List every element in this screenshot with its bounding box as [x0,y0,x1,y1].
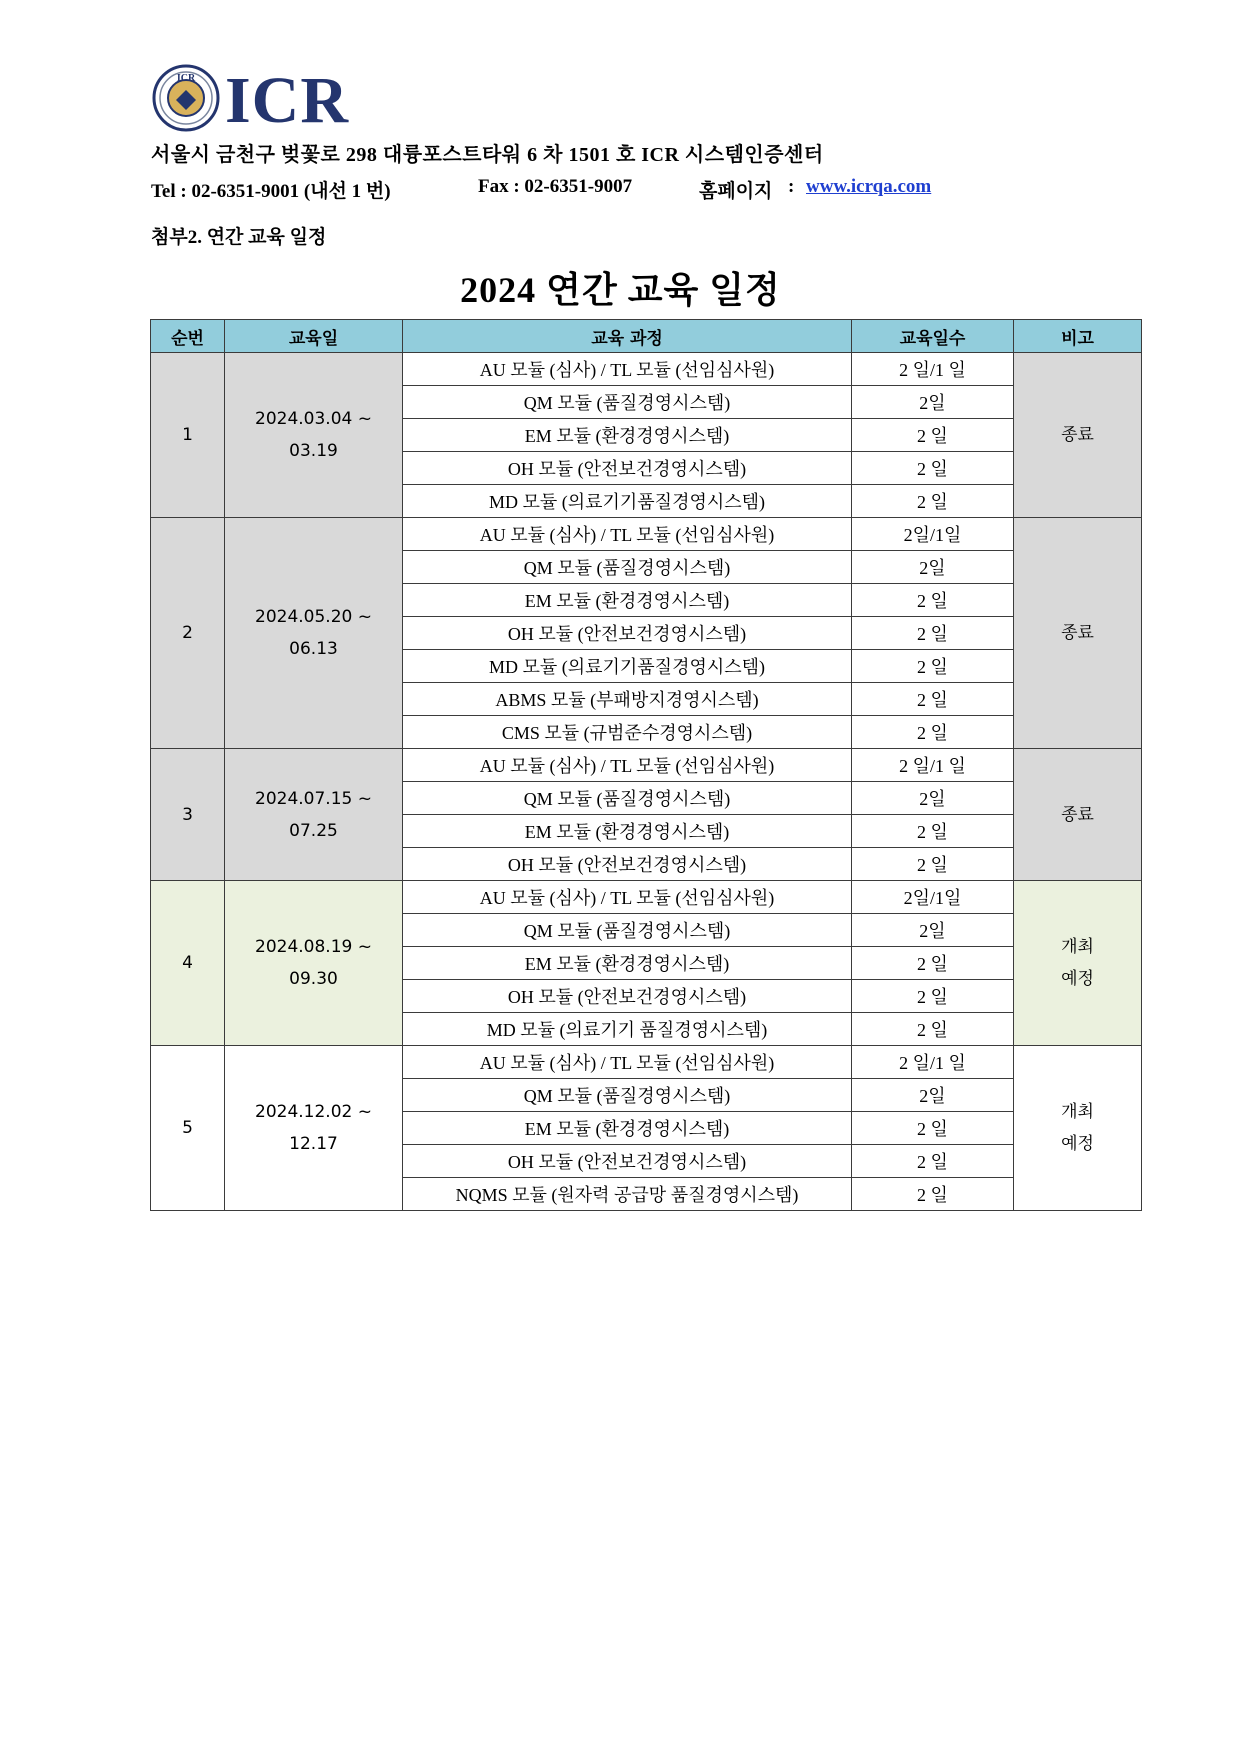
header-days: 교육일수 [852,320,1014,353]
status-line-1: 개최 [1061,937,1094,957]
course-days: 2 일 [852,947,1014,980]
session-number: 1 [151,353,225,518]
course-name: QM 모듈 (품질경영시스템) [403,782,852,815]
course-name: OH 모듈 (안전보건경영시스템) [403,617,852,650]
course-days: 2 일 [852,1013,1014,1046]
course-days: 2 일 [852,716,1014,749]
session-date-end: 09.30 [289,969,338,989]
status-line-1: 종료 [1061,623,1094,643]
course-days: 2 일 [852,419,1014,452]
course-name: AU 모듈 (심사) / TL 모듈 (선임심사원) [403,1046,852,1079]
status-line-2: 예정 [1061,1134,1094,1154]
session-date-end: 12.17 [289,1134,338,1154]
course-days: 2 일/1 일 [852,1046,1014,1079]
course-name: QM 모듈 (품질경영시스템) [403,914,852,947]
tel-text: Tel : 02-6351-9001 (내선 1 번) [151,181,391,202]
session-status [1014,881,1142,1046]
course-name: QM 모듈 (품질경영시스템) [403,1079,852,1112]
course-name: QM 모듈 (품질경영시스템) [403,386,852,419]
course-name: OH 모듈 (안전보건경영시스템) [403,848,852,881]
session-number: 4 [151,881,225,1046]
table-row [151,518,1142,551]
homepage-separator: : [788,176,795,197]
course-name: ABMS 모듈 (부패방지경영시스템) [403,683,852,716]
status-line-1: 개최 [1061,1102,1094,1122]
course-name: OH 모듈 (안전보건경영시스템) [403,1145,852,1178]
course-days: 2일 [852,782,1014,815]
course-days: 2일 [852,1079,1014,1112]
homepage-label: 홈페이지 [699,181,773,202]
course-name: NQMS 모듈 (원자력 공급망 품질경영시스템) [403,1178,852,1211]
session-dates [225,518,403,749]
fax-text: Fax : 02-6351-9007 [478,176,633,197]
page-title: 2024 연간 교육 일정 [460,270,781,310]
table-row [151,353,1142,386]
course-days: 2 일 [852,617,1014,650]
session-dates [225,749,403,881]
session-number: 2 [151,518,225,749]
status-line-1: 종료 [1061,425,1094,445]
course-days: 2 일 [852,683,1014,716]
icr-seal-icon [152,64,220,132]
course-days: 2 일 [852,1145,1014,1178]
course-days: 2 일 [852,1112,1014,1145]
course-days: 2일 [852,551,1014,584]
session-date-start: 2024.07.15 ~ [255,788,372,809]
session-status [1014,518,1142,749]
course-name: OH 모듈 (안전보건경영시스템) [403,452,852,485]
course-days: 2 일 [852,485,1014,518]
schedule-body [151,353,1142,1211]
course-days: 2일/1일 [852,881,1014,914]
session-status [1014,749,1142,881]
course-days: 2 일 [852,650,1014,683]
session-date-start: 2024.08.19 ~ [255,937,372,957]
course-days: 2일 [852,386,1014,419]
course-days: 2 일 [852,452,1014,485]
header-no: 순번 [151,320,225,353]
course-name: AU 모듈 (심사) / TL 모듈 (선임심사원) [403,353,852,386]
session-number: 3 [151,749,225,881]
table-row [151,881,1142,914]
course-days: 2일 [852,914,1014,947]
company-address: 서울시 금천구 벚꽃로 298 대륭포스트타워 6 차 1501 호 ICR 시스템인증센터 [151,144,824,166]
status-line-2: 예정 [1061,969,1094,989]
session-dates [225,353,403,518]
course-days: 2 일 [852,848,1014,881]
seal-text: ICR [176,73,196,84]
table-row [151,749,1142,782]
table-row [151,1046,1142,1079]
course-name: EM 모듈 (환경경영시스템) [403,419,852,452]
homepage-link[interactable]: www.icrqa.com [806,176,932,197]
status-line-1: 종료 [1061,804,1094,825]
course-name: EM 모듈 (환경경영시스템) [403,947,852,980]
course-name: MD 모듈 (의료기기 품질경영시스템) [403,1013,852,1046]
course-name: AU 모듈 (심사) / TL 모듈 (선임심사원) [403,749,852,782]
course-days: 2 일/1 일 [852,353,1014,386]
session-date-end: 06.13 [289,639,338,659]
course-days: 2 일 [852,815,1014,848]
session-status [1014,1046,1142,1211]
course-name: MD 모듈 (의료기기품질경영시스템) [403,650,852,683]
session-date-start: 2024.03.04 ~ [255,409,372,429]
session-dates [225,1046,403,1211]
session-date-end: 07.25 [289,820,338,841]
header-note: 비고 [1014,320,1142,353]
session-date-start: 2024.12.02 ~ [255,1102,372,1122]
course-days: 2 일/1 일 [852,749,1014,782]
course-days: 2 일 [852,1178,1014,1211]
contact-line [151,176,932,203]
header-date: 교육일 [225,320,403,353]
header-course: 교육 과정 [403,320,852,353]
attachment-label: 첨부2. 연간 교육 일정 [151,227,327,248]
session-date-start: 2024.05.20 ~ [255,607,372,627]
table-header-row [151,320,1142,353]
course-days: 2 일 [852,584,1014,617]
schedule-table [150,319,1142,1211]
course-days: 2일/1일 [852,518,1014,551]
course-name: OH 모듈 (안전보건경영시스템) [403,980,852,1013]
course-name: MD 모듈 (의료기기품질경영시스템) [403,485,852,518]
icr-logo [152,64,362,136]
course-name: AU 모듈 (심사) / TL 모듈 (선임심사원) [403,518,852,551]
session-dates [225,881,403,1046]
course-name: EM 모듈 (환경경영시스템) [403,815,852,848]
logo-wordmark: ICR [225,64,350,137]
course-days: 2 일 [852,980,1014,1013]
course-name: QM 모듈 (품질경영시스템) [403,551,852,584]
session-number: 5 [151,1046,225,1211]
course-name: CMS 모듈 (규범준수경영시스템) [403,716,852,749]
course-name: EM 모듈 (환경경영시스템) [403,584,852,617]
session-date-end: 03.19 [289,441,338,461]
course-name: AU 모듈 (심사) / TL 모듈 (선임심사원) [403,881,852,914]
session-status [1014,353,1142,518]
course-name: EM 모듈 (환경경영시스템) [403,1112,852,1145]
